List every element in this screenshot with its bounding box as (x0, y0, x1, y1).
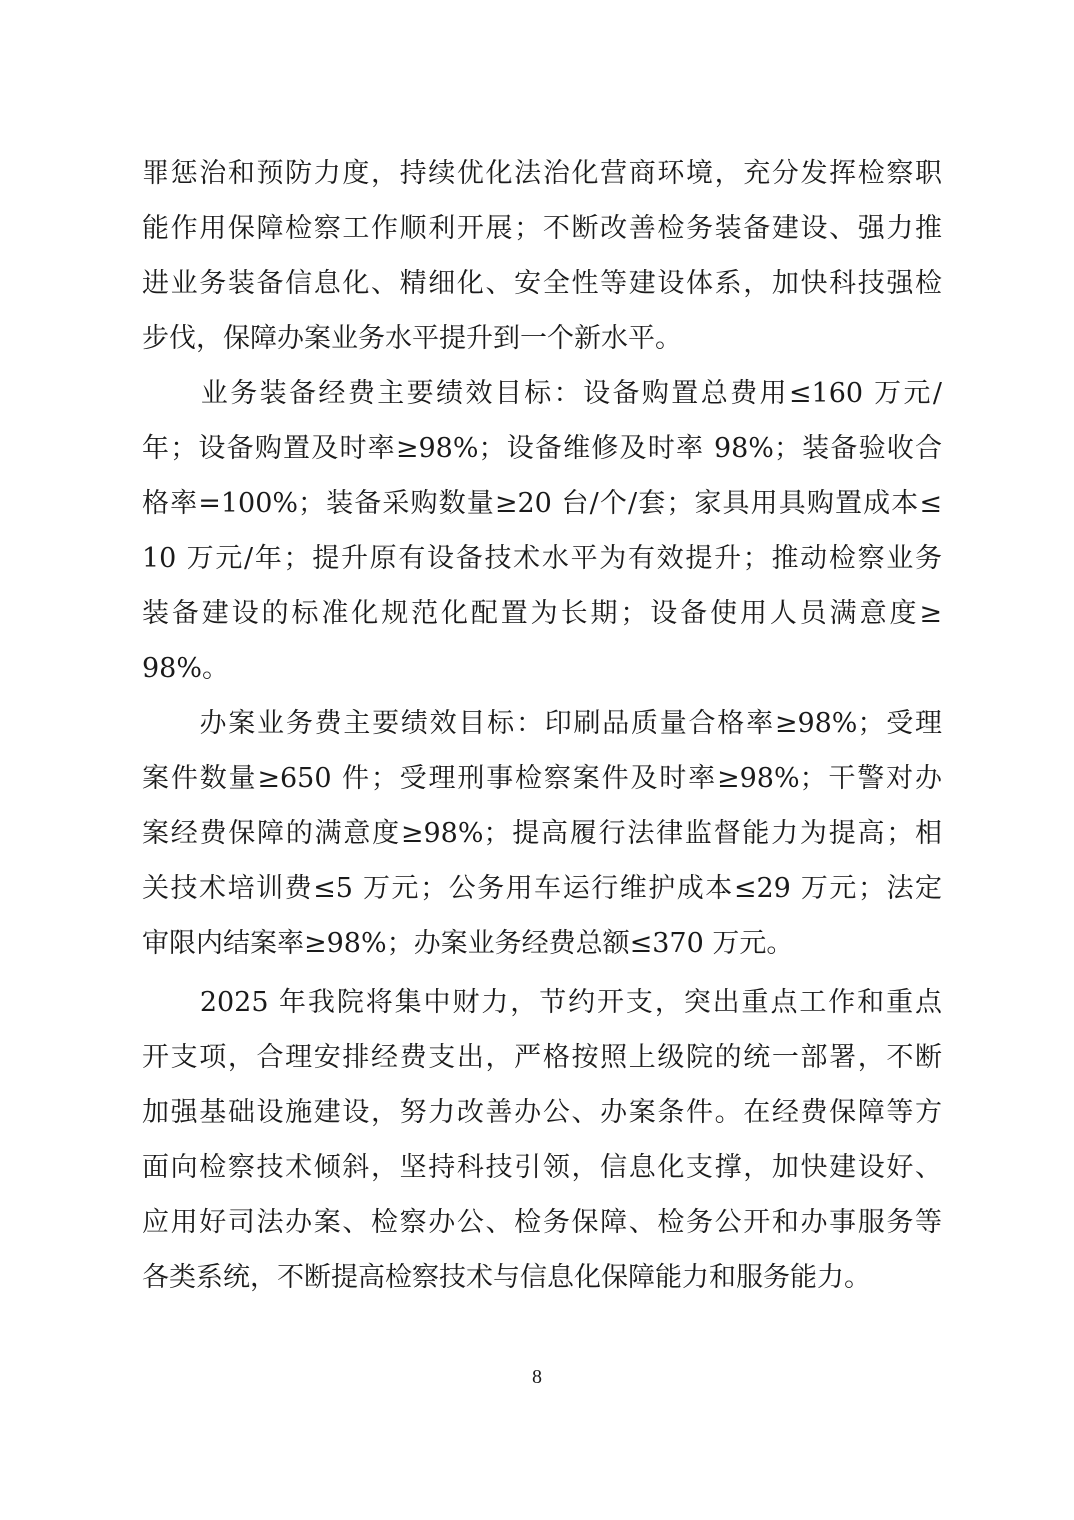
paragraph-2-line-4: 10 万元/年；提升原有设备技术水平为有效提升；推动检察业务 (142, 543, 942, 574)
paragraph-1-line-4: 步伐，保障办案业务水平提升到一个新水平。 (142, 323, 682, 354)
paragraph-2-line-1: 业务装备经费主要绩效目标：设备购置总费用≤160 万元/ (142, 378, 942, 409)
paragraph-2-line-2: 年；设备购置及时率≥98%；设备维修及时率 98%；装备验收合 (142, 433, 942, 464)
paragraph-4-line-2: 开支项，合理安排经费支出，严格按照上级院的统一部署，不断 (142, 1042, 942, 1073)
paragraph-4-line-4: 面向检察技术倾斜，坚持科技引领，信息化支撑，加快建设好、 (142, 1152, 942, 1183)
paragraph-3-line-3: 案经费保障的满意度≥98%；提高履行法律监督能力为提高；相 (142, 818, 942, 849)
paragraph-1-line-1: 罪惩治和预防力度，持续优化法治化营商环境，充分发挥检察职 (142, 158, 942, 189)
paragraph-3-line-5: 审限内结案率≥98%；办案业务经费总额≤370 万元。 (142, 928, 794, 959)
paragraph-3-line-1: 办案业务费主要绩效目标：印刷品质量合格率≥98%；受理 (142, 708, 942, 739)
page-number: 8 (532, 1366, 542, 1388)
paragraph-3-line-4: 关技术培训费≤5 万元；公务用车运行维护成本≤29 万元；法定 (142, 873, 942, 904)
paragraph-1-line-2: 能作用保障检察工作顺利开展；不断改善检务装备建设、强力推 (142, 213, 942, 244)
paragraph-2-line-3: 格率=100%；装备采购数量≥20 台/个/套；家具用具购置成本≤ (142, 488, 942, 519)
paragraph-3-line-2: 案件数量≥650 件；受理刑事检察案件及时率≥98%；干警对办 (142, 763, 942, 794)
paragraph-4-line-5: 应用好司法办案、检察办公、检务保障、检务公开和办事服务等 (142, 1207, 942, 1238)
paragraph-1-line-3: 进业务装备信息化、精细化、安全性等建设体系，加快科技强检 (142, 268, 942, 299)
paragraph-2-line-5: 装备建设的标准化规范化配置为长期；设备使用人员满意度≥ (142, 598, 942, 629)
paragraph-4-line-3: 加强基础设施建设，努力改善办公、办案条件。在经费保障等方 (142, 1097, 942, 1128)
paragraph-4-line-1: 2025 年我院将集中财力，节约开支，突出重点工作和重点 (142, 987, 942, 1018)
paragraph-4-line-6: 各类系统，不断提高检察技术与信息化保障能力和服务能力。 (142, 1262, 871, 1293)
paragraph-2-line-6: 98%。 (142, 653, 230, 684)
